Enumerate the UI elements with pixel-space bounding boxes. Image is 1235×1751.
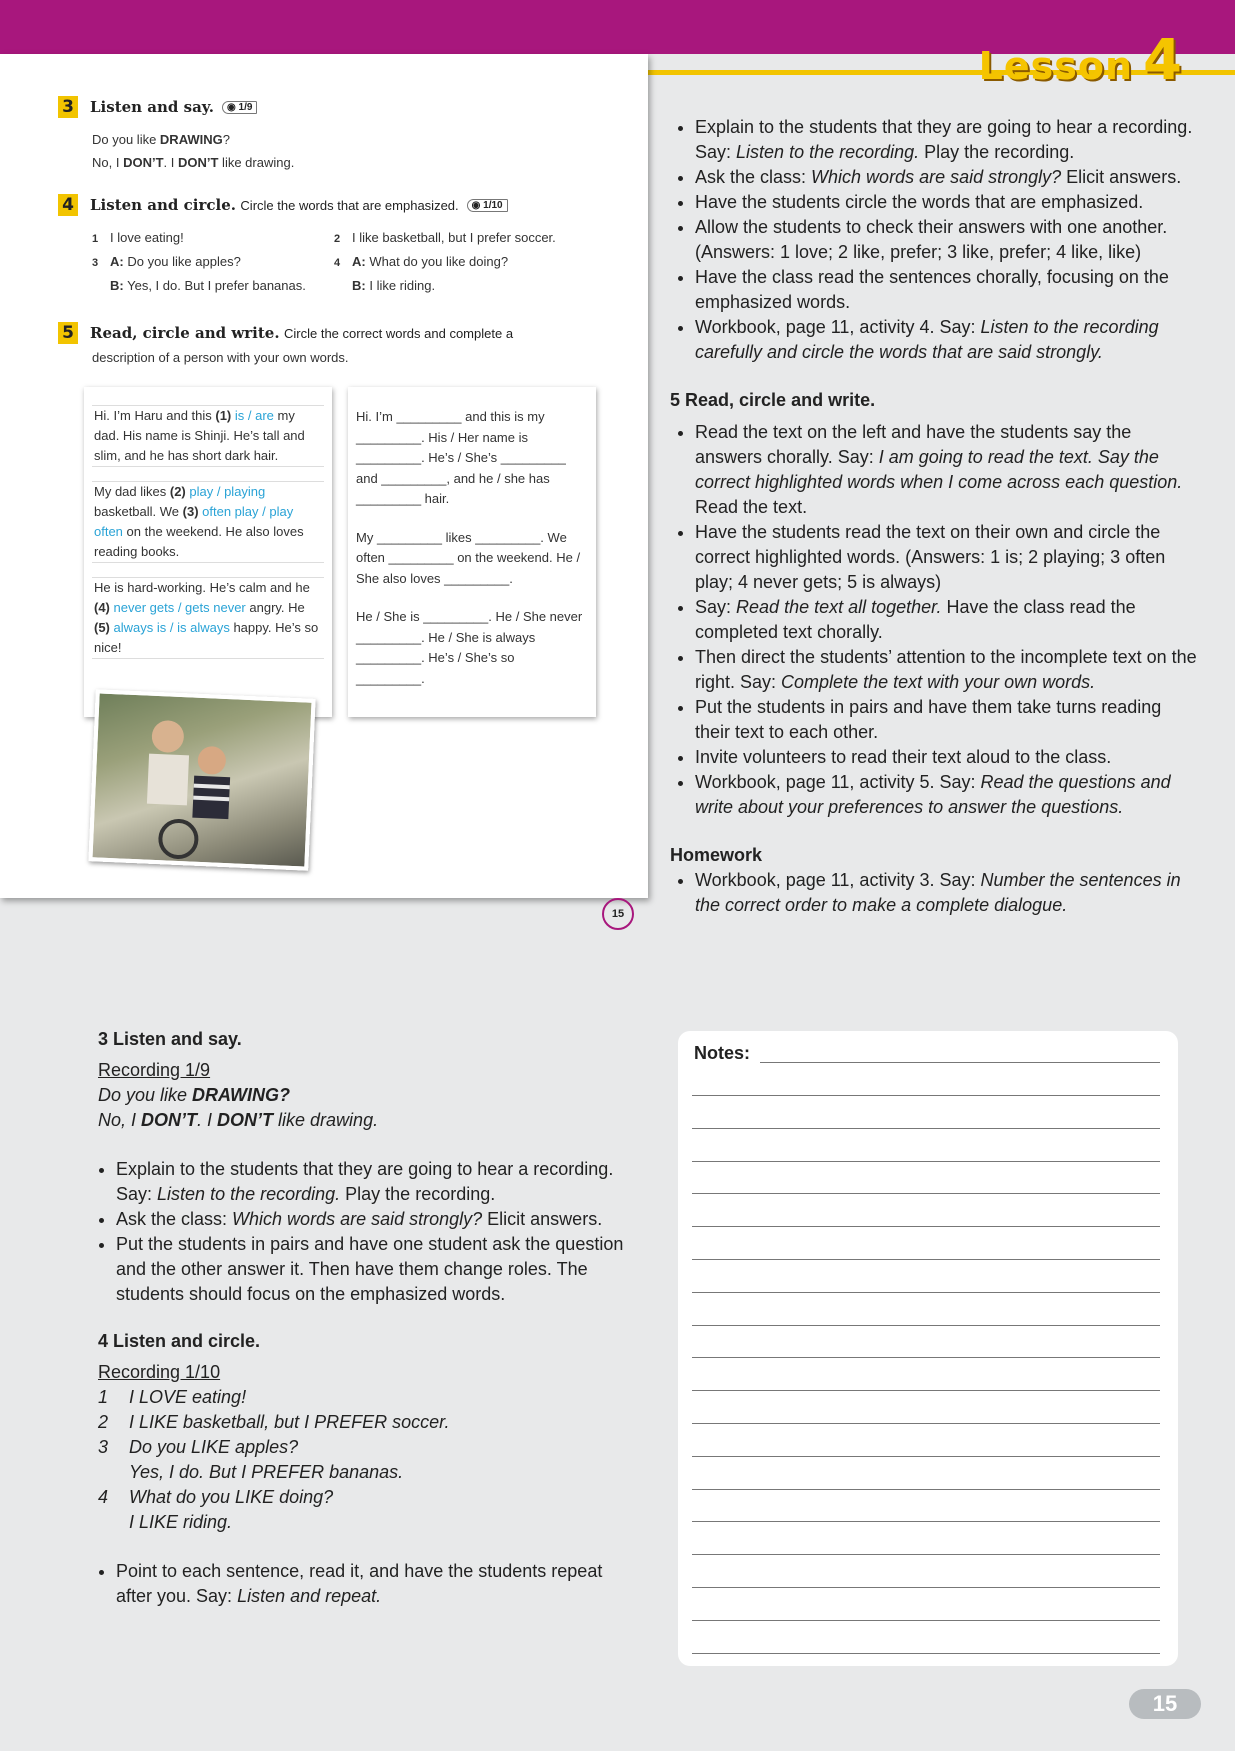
list-item: • Explain to the students that they are going to hear a recording. Say: Listen to the recording. Play the recording.	[116, 1157, 638, 1207]
ex4-item-4a: 4 A: What do you like doing?	[334, 254, 509, 269]
list-item: • Allow the students to check their answers with one another. (Answers: 1 love; 2 like, prefer; 3 like, prefer; 4 like, like)	[695, 215, 1197, 265]
notes-line	[692, 1357, 1160, 1358]
bullets-ex4	[677, 115, 1197, 365]
lesson-title: Lesson 4	[978, 28, 1183, 93]
ex4-item-1: 1 I love eating!	[92, 230, 184, 245]
notes-line	[692, 1489, 1160, 1490]
list-item: • Ask the class: Which words are said strongly? Elicit answers.	[695, 165, 1197, 190]
ex4-item-2: 2 I like basketball, but I prefer soccer.	[334, 230, 556, 245]
list-item: • Have the students circle the words that are emphasized.	[695, 190, 1197, 215]
template-paragraph-2[interactable]: My _________ likes _________. We often _________ on the weekend. He / She also loves _________.	[356, 529, 581, 586]
ex4-item-3a: 3 A: Do you like apples?	[92, 254, 241, 269]
list-item: • Invite volunteers to read their text aloud to the class.	[695, 745, 1197, 770]
list-item: • Say: Read the text all together. Have the class read the completed text chorally.	[695, 595, 1197, 645]
ex3-line-2: No, I DON’T. I DON’T like drawing.	[92, 155, 295, 170]
notes-line	[692, 1390, 1160, 1391]
list-item: • Then direct the students’ attention to the incomplete text on the right. Say: Complete the text with your own words.	[695, 645, 1197, 695]
notes-line	[692, 1554, 1160, 1555]
writing-template-card	[348, 387, 596, 717]
recording-line-1: Do you like DRAWING?	[98, 1085, 291, 1105]
recording-label-3: Recording 1/9	[98, 1060, 211, 1080]
list-item: • Workbook, page 11, activity 5. Say: Read the questions and write about your preferences to answer the questions.	[695, 770, 1197, 820]
recording-item: 1 I LOVE eating!	[98, 1387, 247, 1407]
notes-line	[692, 1128, 1160, 1129]
student-page-number: 15	[602, 898, 634, 930]
notes-line	[692, 1423, 1160, 1424]
list-item: • Workbook, page 11, activity 4. Say: Listen to the recording carefully and circle the words that are said strongly.	[695, 315, 1197, 365]
recording-label-4: Recording 1/10	[98, 1362, 221, 1382]
photo-illustration	[93, 693, 312, 866]
notes-line	[692, 1292, 1160, 1293]
section-heading-5: 5 Read, circle and write.	[670, 390, 876, 410]
notes-line	[692, 1193, 1160, 1194]
notes-line	[692, 1456, 1160, 1457]
list-item: • Put the students in pairs and have one student ask the question and the other answer it. Then have them change roles. The students should focus on the emphasized words.	[116, 1232, 638, 1307]
teacher-notes-right	[670, 115, 1197, 918]
notes-line	[692, 1226, 1160, 1227]
notes-box[interactable]	[678, 1031, 1178, 1666]
notes-line	[692, 1325, 1160, 1326]
exercise-3: 3 Listen and say. ◉ 1/9	[58, 96, 257, 118]
notes-line	[692, 1259, 1160, 1260]
list-item: • Workbook, page 11, activity 3. Say: Number the sentences in the correct order to make a complete dialogue.	[695, 868, 1197, 918]
list-item: • Point to each sentence, read it, and have the students repeat after you. Say: Listen and repeat.	[116, 1559, 638, 1609]
notes-line	[692, 1161, 1160, 1162]
reading-text-card	[84, 387, 332, 717]
reading-paragraph-2: My dad likes (2) play / playing basketball. We (3) often play / play often on the weekend. He also loves reading books.	[92, 481, 324, 563]
recording-line-2: No, I DON’T. I DON’T like drawing.	[98, 1110, 379, 1130]
notes-line	[692, 1521, 1160, 1522]
notes-line	[760, 1062, 1160, 1063]
list-item: • Have the class read the sentences chorally, focusing on the emphasized words.	[695, 265, 1197, 315]
section-heading-4: 4 Listen and circle.	[98, 1331, 261, 1351]
audio-cd-icon[interactable]: ◉ 1/9	[222, 101, 257, 114]
notes-line	[692, 1095, 1160, 1096]
list-item: • Have the students read the text on their own and circle the correct highlighted words. (Answers: 1 is; 2 playing; 3 often play; 4 never gets; 5 is always)	[695, 520, 1197, 595]
bullets-ex4-left	[98, 1559, 638, 1609]
audio-cd-icon[interactable]: ◉ 1/10	[467, 199, 508, 212]
exercise-4: 4 Listen and circle. Circle the words that are emphasized. ◉ 1/10	[58, 194, 508, 216]
exercise-5: 5 Read, circle and write. Circle the correct words and complete a	[58, 322, 513, 344]
teacher-notes-left	[98, 1027, 638, 1609]
father-son-bike-photo	[88, 689, 315, 870]
notes-line	[692, 1653, 1160, 1654]
recording-item: 3 Do you LIKE apples? Yes, I do. But I PREFER bananas.	[98, 1437, 404, 1482]
recording-item: 2 I LIKE basketball, but I PREFER soccer.	[98, 1412, 450, 1432]
ex4-item-3b: B: Yes, I do. But I prefer bananas.	[110, 278, 306, 293]
bullets-homework	[677, 868, 1197, 918]
bullets-ex3	[98, 1157, 638, 1307]
ex4-item-4b: B: I like riding.	[352, 278, 436, 293]
recording-list	[98, 1385, 638, 1535]
list-item: • Explain to the students that they are going to hear a recording. Say: Listen to the recording. Play the recording.	[695, 115, 1197, 165]
template-paragraph-3[interactable]: He / She is _________. He / She never _________. He / She is always _________. He’s / She’s so _________.	[356, 609, 583, 686]
list-item: • Read the text on the left and have the students say the answers chorally. Say: I am going to read the text. Say the correct highlighted words when I come across each question. Read the text.	[695, 420, 1197, 520]
reading-paragraph-1: Hi. I’m Haru and this (1) is / are my dad. His name is Shinji. He’s tall and slim, and he has short dark hair.	[92, 405, 324, 467]
notes-line	[692, 1620, 1160, 1621]
ex5-instruction-cont: description of a person with your own words.	[92, 350, 349, 365]
notes-line	[692, 1587, 1160, 1588]
bullets-ex5	[677, 420, 1197, 820]
page-number: 15	[1129, 1689, 1201, 1719]
template-paragraph-1[interactable]: Hi. I’m _________ and this is my _________. His / Her name is _________. He’s / She’s _________ and _________, and he / she has _________ hair.	[356, 409, 566, 506]
section-heading-3: 3 Listen and say.	[98, 1029, 242, 1049]
recording-item: 4 What do you LIKE doing? I LIKE riding.	[98, 1487, 334, 1532]
notes-label: Notes:	[694, 1043, 751, 1063]
reading-paragraph-3: He is hard-working. He’s calm and he (4) never gets / gets never angry. He (5) always is / is always happy. He’s so nice!	[92, 577, 324, 659]
list-item: • Ask the class: Which words are said strongly? Elicit answers.	[116, 1207, 638, 1232]
homework-heading: Homework	[670, 845, 763, 865]
list-item: • Put the students in pairs and have them take turns reading their text to each other.	[695, 695, 1197, 745]
ex3-line-1: Do you like DRAWING?	[92, 132, 230, 147]
